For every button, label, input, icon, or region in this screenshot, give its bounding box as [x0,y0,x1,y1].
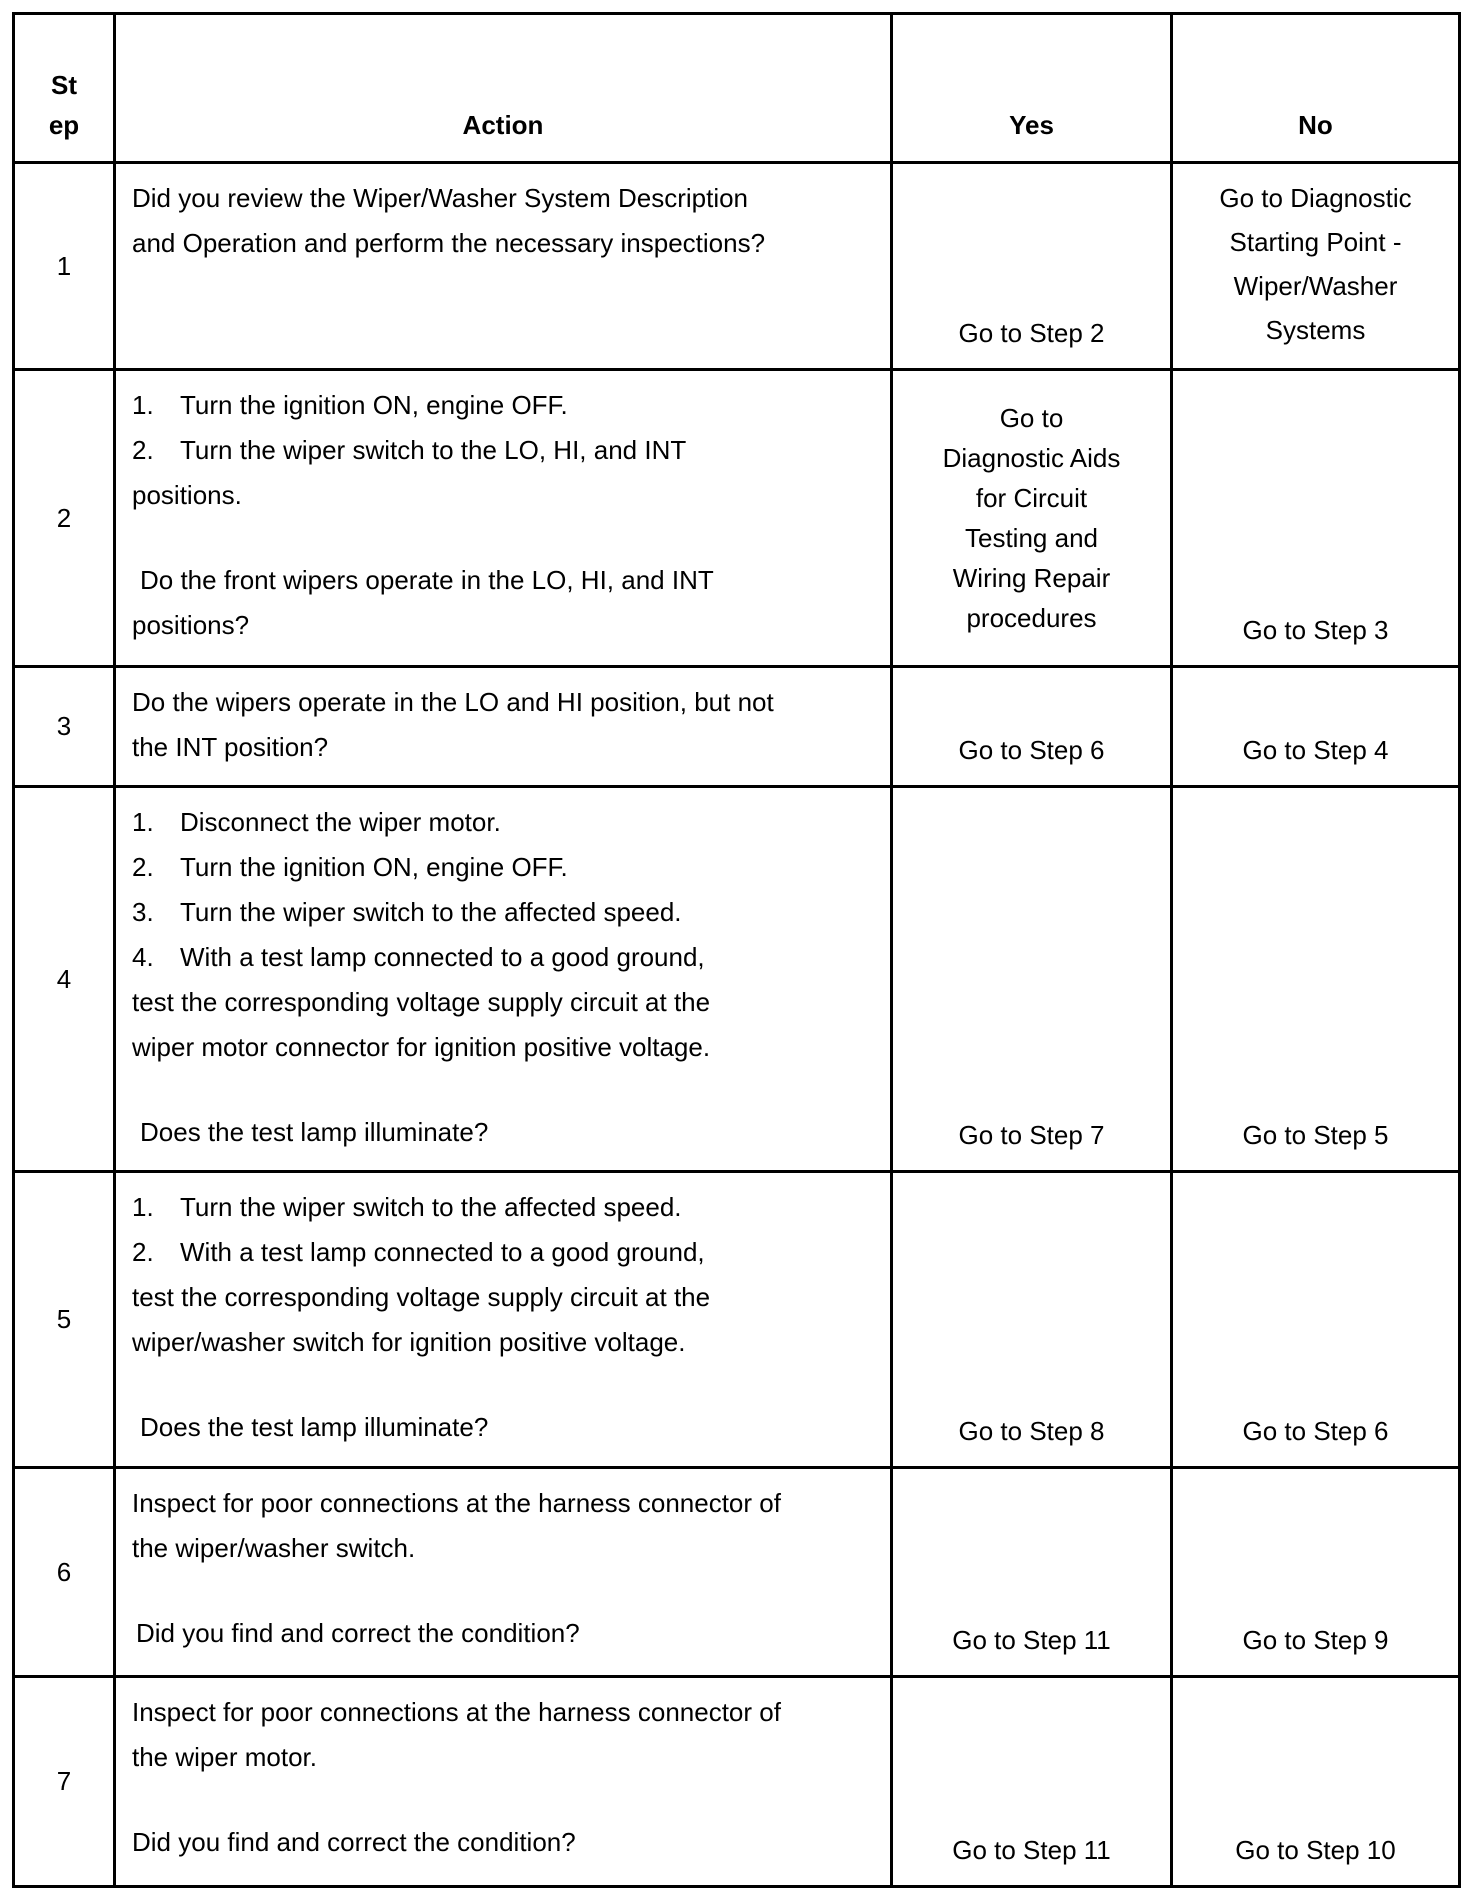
spacer [132,1780,874,1820]
action-line: test the corresponding voltage supply circuit at the [132,987,711,1017]
action-list-item [132,800,874,845]
no-cell: Go to Step 4 [1172,667,1460,787]
table-row [14,787,1460,1172]
header-row [14,14,1460,163]
no-cell [1172,163,1460,370]
action-line: positions. [132,480,242,510]
yes-line: Wiring Repair [952,563,1111,593]
action-cell [115,1172,892,1468]
spacer [132,1571,874,1611]
action-line: the wiper motor. [132,1742,317,1772]
no-cell: Go to Step 5 [1172,787,1460,1172]
table-row [14,370,1460,667]
list-text: Turn the ignition ON, engine OFF. [180,852,568,882]
step-number: 3 [14,667,115,787]
yes-cell: Go to Step 11 [892,1468,1172,1677]
action-question: Does the test lamp illuminate? [140,1412,489,1442]
yes-cell: Go to Step 6 [892,667,1172,787]
diagnostic-table [12,12,1461,1888]
list-number: 2. [132,1237,154,1267]
list-text: Turn the wiper switch to the LO, HI, and INT [180,435,687,465]
step-number: 2 [14,370,115,667]
no-column-header: No [1172,14,1460,163]
yes-cell: Go to Step 11 [892,1677,1172,1887]
no-cell: Go to Step 10 [1172,1677,1460,1887]
action-list-item [132,890,874,935]
action-cell [115,667,892,787]
list-text: Turn the ignition ON, engine OFF. [180,390,568,420]
action-line: Inspect for poor connections at the harness connector of [132,1488,781,1518]
step-number: 7 [14,1677,115,1887]
list-number: 1. [132,390,154,420]
action-list-item [132,845,874,890]
action-line: Inspect for poor connections at the harness connector of [132,1697,781,1727]
no-line: Starting Point - [1229,227,1402,257]
step-header-line2: ep [48,110,80,140]
action-cell [115,1677,892,1887]
step-number: 6 [14,1468,115,1677]
list-number: 2. [132,435,154,465]
list-number: 2. [132,852,154,882]
list-text: With a test lamp connected to a good ground, [180,1237,705,1267]
list-text: Disconnect the wiper motor. [180,807,501,837]
list-text: Turn the wiper switch to the affected speed. [180,1192,682,1222]
action-cell [115,787,892,1172]
yes-cell [892,370,1172,667]
yes-line: Go to [999,403,1064,433]
list-number: 1. [132,1192,154,1222]
action-list-item [132,428,874,473]
no-line: Go to Diagnostic [1219,183,1412,213]
no-line: Systems [1265,315,1366,345]
table-row [14,163,1460,370]
table-row [14,1677,1460,1887]
action-question: Do the front wipers operate in the LO, HI, and INT [140,565,714,595]
yes-line: for Circuit [975,483,1088,513]
yes-cell: Go to Step 7 [892,787,1172,1172]
yes-cell: Go to Step 8 [892,1172,1172,1468]
list-number: 1. [132,807,154,837]
table-row [14,1468,1460,1677]
no-line: Wiper/Washer [1233,271,1398,301]
action-line: and Operation and perform the necessary inspections? [132,228,766,258]
action-line: Do the wipers operate in the LO and HI position, but not [132,687,774,717]
action-line: Did you review the Wiper/Washer System Description [132,183,749,213]
action-list-item [132,1230,874,1275]
action-question: Does the test lamp illuminate? [140,1117,489,1147]
action-line: wiper motor connector for ignition positive voltage. [132,1032,711,1062]
action-line: test the corresponding voltage supply circuit at the [132,1282,711,1312]
action-question: Did you find and correct the condition? [132,1827,576,1857]
action-line: wiper/washer switch for ignition positive voltage. [132,1327,686,1357]
yes-column-header: Yes [892,14,1172,163]
no-cell: Go to Step 3 [1172,370,1460,667]
no-cell: Go to Step 6 [1172,1172,1460,1468]
action-cell [115,1468,892,1677]
action-list-item [132,1185,874,1230]
action-question: Did you find and correct the condition? [136,1618,580,1648]
action-list-item [132,383,874,428]
action-cell [115,163,892,370]
action-column-header: Action [115,14,892,163]
list-number: 3. [132,897,154,927]
spacer [132,1070,874,1110]
step-header-line1: St [51,70,77,100]
spacer [132,1365,874,1405]
step-column-header [14,14,115,163]
action-line: the INT position? [132,732,329,762]
yes-line: Testing and [965,523,1098,553]
yes-line: procedures [966,603,1097,633]
list-text: With a test lamp connected to a good ground, [180,942,705,972]
table-row [14,667,1460,787]
action-cell [115,370,892,667]
table-row [14,1172,1460,1468]
list-text: Turn the wiper switch to the affected speed. [180,897,682,927]
action-line: the wiper/washer switch. [132,1533,416,1563]
yes-line: Diagnostic Aids [942,443,1121,473]
spacer [132,518,874,558]
step-number: 1 [14,163,115,370]
list-number: 4. [132,942,154,972]
action-question: positions? [132,610,250,640]
step-number: 5 [14,1172,115,1468]
yes-cell: Go to Step 2 [892,163,1172,370]
step-number: 4 [14,787,115,1172]
no-cell: Go to Step 9 [1172,1468,1460,1677]
action-list-item [132,935,874,980]
